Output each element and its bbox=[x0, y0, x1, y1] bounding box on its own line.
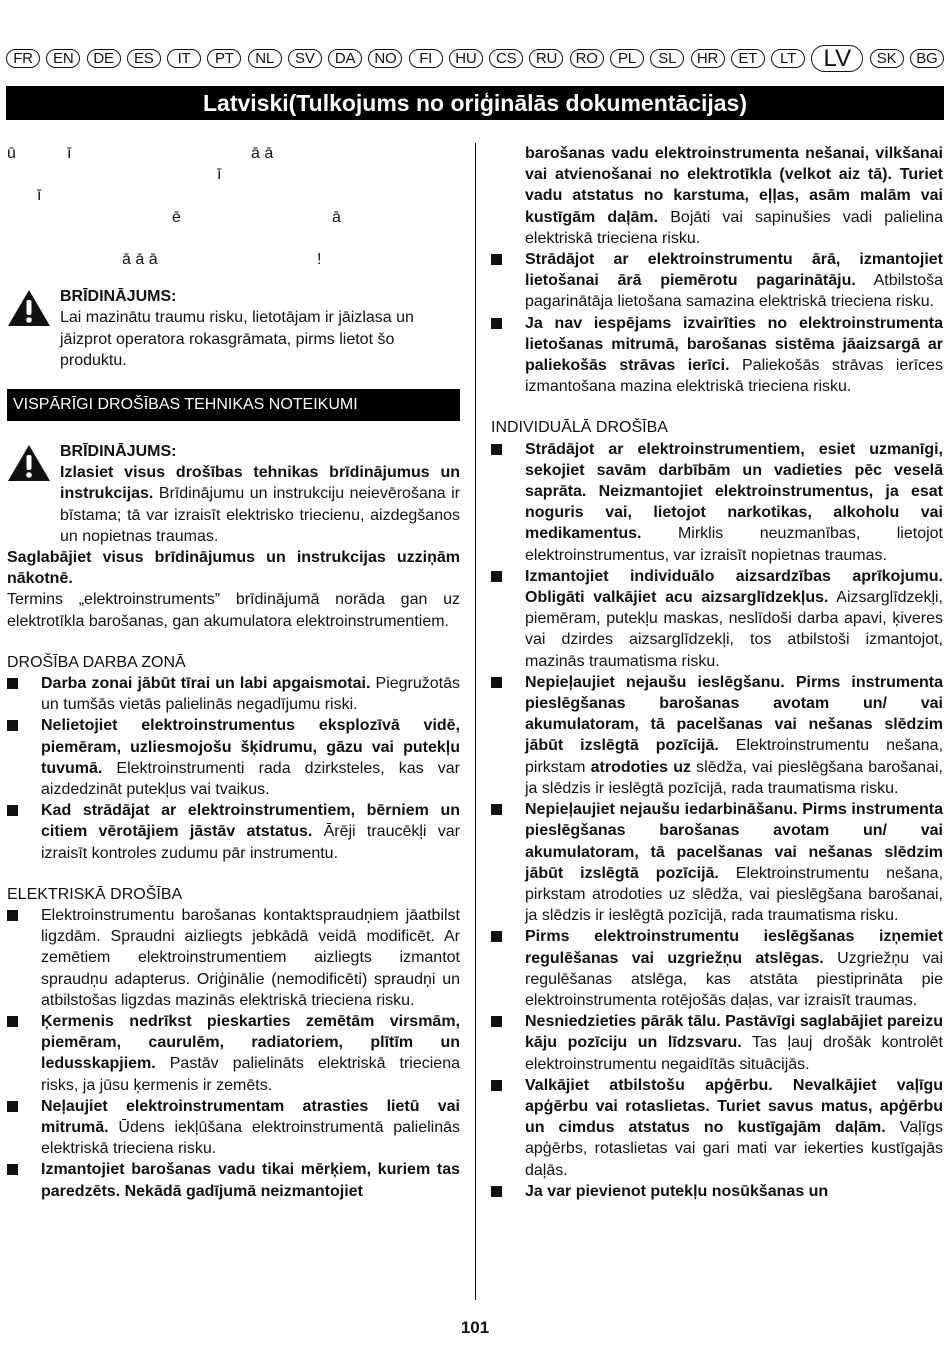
item-bold-text: Nesniedzieties pārāk tālu. Pastāvīgi saglabājiet pareizu kāju pozīciju un līdzsvaru. bbox=[525, 1013, 943, 1052]
bullet-square-icon bbox=[7, 678, 18, 689]
item-text: Pastāv palielināts elektriskā trieciena risks, ja jūsu ķermenis ir zemēts. bbox=[41, 1055, 460, 1094]
language-code-hu: HU bbox=[449, 49, 483, 68]
bullet-square-icon bbox=[7, 1101, 18, 1112]
list-item bbox=[7, 1096, 460, 1160]
language-code-sv: SV bbox=[288, 49, 322, 68]
language-code-fr: FR bbox=[6, 49, 40, 68]
list-item bbox=[491, 799, 943, 926]
list-item bbox=[7, 1011, 460, 1096]
stray-glyph: ū bbox=[7, 145, 16, 162]
item-bold-text: Izmantojiet barošanas vadu tikai mērķiem, kuriem tas paredzēts. Nekādā gadījumā neizmantojiet bbox=[41, 1161, 460, 1200]
bullet-square-icon bbox=[491, 804, 502, 815]
bullet-square-icon bbox=[7, 805, 18, 816]
stray-line bbox=[7, 143, 460, 164]
section-header-text: VISPĀRĪGI DROŠĪBAS TEHNIKAS NOTEIKUMI bbox=[13, 396, 358, 414]
item-bold-text: Ja var pievienot putekļu nosūkšanas un bbox=[525, 1182, 829, 1200]
item-text: Elektroinstrumenti rada dzirksteles, kas var aizdedzināt putekļus vai tvaikus. bbox=[41, 759, 460, 798]
item-text: Elektroinstrumentu barošanas kontaktspraudņiem jāatbilst ligzdām. Spraudni aizliegts jebkādā veidā modificēt. Ar zemētiem elektroinstrumentiem aizliegts izmantot spraudņu adapterus. Oriģinālie (nemodificēti) spraudņi un atbilstošas ligzdas mazinās elektriskā trieciena risku. bbox=[41, 907, 460, 1009]
warning-text bbox=[60, 462, 460, 547]
language-code-ro: RO bbox=[570, 49, 604, 68]
stray-glyph: ī bbox=[37, 187, 42, 205]
list-item bbox=[491, 1075, 943, 1181]
language-code-de: DE bbox=[87, 49, 121, 68]
item-bold-text: Ja nav iespējams izvairīties no elektroinstrumenta lietošanas mitrumā, barošanas sistēma jāaizsargā ar paliekošās strāvas ierīci. bbox=[525, 314, 943, 375]
electrical-safety-list-continued bbox=[491, 249, 943, 397]
language-code-fi: FI bbox=[409, 49, 443, 68]
list-item bbox=[491, 566, 943, 672]
language-code-en: EN bbox=[46, 49, 80, 68]
personal-safety-list bbox=[491, 439, 943, 1202]
column-divider bbox=[475, 143, 476, 1300]
bullet-square-icon bbox=[491, 318, 502, 329]
item-bold-text: Neļaujiet elektroinstrumentam atrasties lietū vai mitrumā. bbox=[41, 1097, 460, 1137]
left-column bbox=[7, 143, 460, 1202]
warning-title: BRĪDINĀJUMS: bbox=[60, 288, 177, 306]
stray-glyph: ī bbox=[67, 145, 72, 162]
save-instructions bbox=[7, 547, 460, 589]
warning-block-1 bbox=[7, 286, 460, 371]
bullet-square-icon bbox=[491, 571, 502, 582]
list-item bbox=[491, 1011, 943, 1075]
item-text: Ūdens iekļūšana elektroinstrumentā palielinās elektriskā trieciena risku. bbox=[41, 1119, 460, 1158]
item-text: Piegružotās un tumšās vietās palielinās negadījumu riski. bbox=[41, 674, 461, 714]
heading-electrical-safety: ELEKTRISKĀ DROŠĪBA bbox=[7, 885, 183, 903]
save-instructions-text: Saglabājiet visus brīdinājumus un instrukcijas uzziņām nākotnē. bbox=[7, 548, 460, 588]
term-definition: Termins „elektroinstruments” brīdinājumā norāda gan uz elektrotīkla barošanas, gan akumulatora elektroinstrumentiem. bbox=[7, 591, 460, 630]
item-text: Mirklis neuzmanības, lietojot elektroinstrumentus, var izraisīt nopietnas traumas. bbox=[525, 525, 943, 564]
item-bold-text: Strādājot ar elektroinstrumentiem, esiet uzmanīgi, sekojiet savām darbībām un vadieties pēc veselā saprāta. Neizmantojiet elektroinstrumentus, ja esat noguris vai, lietojot narkotikas, alkoholu vai medikamentus. bbox=[525, 440, 943, 543]
bullet-square-icon bbox=[491, 444, 502, 455]
stray-glyph: ā bbox=[332, 208, 341, 226]
language-code-sk: SK bbox=[870, 49, 904, 68]
bullet-square-icon bbox=[7, 910, 18, 921]
language-code-nl: NL bbox=[248, 49, 282, 68]
language-code-pl: PL bbox=[610, 49, 644, 68]
heading-work-area: DROŠĪBA DARBA ZONĀ bbox=[7, 653, 186, 671]
language-code-lt: LT bbox=[771, 49, 805, 68]
item-bold-text: Strādājot ar elektroinstrumentu ārā, izmantojiet lietošanai ārā piemērotu pagarinātāju. bbox=[525, 251, 943, 290]
list-item bbox=[7, 800, 460, 864]
stray-line bbox=[7, 164, 460, 185]
stray-line bbox=[7, 228, 460, 249]
item-text: Vaļīgs apģērbs, rotaslietas vai gari mati var iekerties kustīgajās daļās. bbox=[525, 1119, 943, 1179]
page-number: 101 bbox=[460, 1318, 490, 1337]
language-code-it: IT bbox=[167, 49, 201, 68]
language-bar bbox=[6, 45, 944, 72]
stray-glyph: ē bbox=[172, 208, 181, 226]
warning-triangle-icon bbox=[7, 289, 51, 327]
language-code-hr: HR bbox=[691, 49, 725, 68]
item-bold-text: Nepieļaujiet nejaušu iedarbināšanu. Pirms instrumenta pieslēgšanas barošanas avotam un/ vai akumulatoram, tā pacelšanas vai nešanas slēdzim jābūt izslēgtā pozīcijā. bbox=[525, 801, 943, 882]
language-code-et: ET bbox=[731, 49, 765, 68]
item-text: Atbilstoša pagarinātāja lietošana samazina elektriskā trieciena risku. bbox=[525, 272, 943, 311]
continued-bold-text: barošanas vadu elektroinstrumenta nešanai, vilkšanai vai atvienošanai no elektrotīkla (velkot aiz tā). Turiet vadu atstatus no karstuma, eļļas, asām malām vai kustīgām daļām. bbox=[525, 145, 943, 226]
list-item bbox=[7, 673, 460, 715]
right-column bbox=[491, 143, 943, 1202]
bullet-square-icon bbox=[491, 1186, 502, 1197]
continued-item bbox=[491, 143, 943, 249]
item-text: Uzgriežņu vai regulēšanas atslēga, kas atstāta piestiprināta pie elektroinstrumenta rotējošās daļas, var izraisīt traumas. bbox=[525, 949, 944, 1009]
section-header-general-safety bbox=[7, 389, 460, 421]
language-code-no: NO bbox=[368, 49, 402, 68]
list-item bbox=[7, 715, 460, 800]
list-item bbox=[7, 1159, 460, 1201]
warning-triangle-icon bbox=[7, 444, 51, 482]
heading-personal-safety: INDIVIDUĀLĀ DROŠĪBA bbox=[491, 419, 668, 437]
item-bold-text: Nelietojiet elektroinstrumentus eksplozīvā vidē, piemēram, uzliesmojošu šķidrumu, gāzu vai putekļu tuvumā. bbox=[41, 717, 460, 777]
language-code-sl: SL bbox=[650, 49, 684, 68]
list-item bbox=[7, 905, 460, 1011]
bullet-square-icon bbox=[7, 1016, 18, 1027]
item-text: Tas ļauj drošāk kontrolēt elektroinstrumentu negaidītās situācijās. bbox=[525, 1034, 944, 1073]
warning-normal-text: Brīdinājumu un instrukciju neievērošana ir bīstama; tā var izraisīt elektrisko triecienu, aizdegšanos un nopietnas traumas. bbox=[60, 485, 460, 545]
item-bold-text: Kad strādājat ar elektroinstrumentiem, bērniem un citiem vērotājiem jāstāv atstatus. bbox=[41, 802, 460, 841]
bullet-square-icon bbox=[491, 677, 502, 688]
stray-line bbox=[7, 249, 460, 270]
bullet-square-icon bbox=[491, 1016, 502, 1027]
bullet-square-icon bbox=[7, 1164, 18, 1175]
stray-line bbox=[7, 185, 460, 206]
language-code-bg: BG bbox=[910, 49, 944, 68]
list-item bbox=[491, 1181, 943, 1202]
item-bold-text: atrodoties uz bbox=[590, 758, 691, 776]
bullet-square-icon bbox=[491, 1080, 502, 1091]
warning-block-2 bbox=[7, 441, 460, 547]
item-bold-text: Izmantojiet individuālo aizsardzības aprīkojumu. Obligāti valkājiet acu aizsarglīdzekļus. bbox=[525, 567, 943, 607]
bullet-square-icon bbox=[491, 931, 502, 942]
language-code-es: ES bbox=[127, 49, 161, 68]
language-code-da: DA bbox=[328, 49, 362, 68]
item-bold-text: Valkājiet atbilstošu apģērbu. Nevalkājiet vaļīgu apģērbu vai rotaslietas. Turiet savus matus, apģērbu un cimdus atstatus no kustīgajām daļām. bbox=[525, 1076, 943, 1137]
item-text: Aizsarglīdzekļi, piemēram, putekļu maskas, neslīdoši darba apavi, ķiveres vai dzirdes aizsarglīdzekļi, tos atbilstoši izmantojot, mazinās traumatisma risku. bbox=[525, 589, 944, 670]
warning-bold-text: Izlasiet visus drošības tehnikas brīdinājumus un instrukcijas. bbox=[60, 464, 460, 503]
stray-characters bbox=[7, 143, 460, 270]
stray-glyph: ā ā ā bbox=[122, 250, 158, 268]
warning-text: Lai mazinātu traumu risku, lietotājam ir jāizlasa un jāizprot operatora rokasgrāmata, pirms lietot šo produktu. bbox=[60, 309, 414, 369]
stray-glyph: ! bbox=[317, 250, 322, 268]
language-code-cs: CS bbox=[489, 49, 523, 68]
language-code-lv: LV bbox=[811, 45, 863, 72]
item-text: slēdža, vai pieslēgšana barošanai, ja slēdzis ir ieslēgtā pozīcijā, rada traumatisma risku. bbox=[525, 758, 944, 797]
list-item bbox=[491, 313, 943, 398]
warning-title: BRĪDINĀJUMS: bbox=[60, 442, 177, 460]
item-text: Ārēji traucēkļi var izraisīt kontroles zudumu pār instrumentu. bbox=[41, 823, 460, 862]
stray-glyph: ī bbox=[217, 166, 222, 184]
stray-line bbox=[7, 207, 460, 228]
stray-glyph: ā ā bbox=[251, 145, 274, 162]
item-bold-text: Ķermenis nedrīkst pieskarties zemētām virsmām, piemēram, caurulēm, radiatoriem, plītīm un ledusskapjiem. bbox=[41, 1013, 460, 1073]
item-bold-text: Nepieļaujiet nejaušu ieslēgšanu. Pirms instrumenta pieslēgšanas barošanas avotam un/ vai akumulatoram, tā pacelšanas vai nešanas slēdzim jābūt izslēgtā pozīcijā. bbox=[525, 673, 943, 755]
list-item bbox=[491, 926, 943, 1011]
item-text: Elektroinstrumentu nešana, pirkstam bbox=[525, 737, 944, 776]
item-text: Paliekošās strāvas ierīces izmantošana mazina elektriskā trieciena risku. bbox=[525, 357, 943, 396]
continued-normal-text: Bojāti vai sapinušies vadi palielina elektriskā trieciena risku. bbox=[525, 208, 944, 247]
page-title bbox=[6, 86, 944, 120]
bullet-square-icon bbox=[491, 254, 502, 265]
list-item bbox=[491, 672, 943, 799]
bullet-square-icon bbox=[7, 720, 18, 731]
list-item bbox=[491, 249, 943, 313]
language-code-ru: RU bbox=[529, 49, 563, 68]
item-bold-text: Darba zonai jābūt tīrai un labi apgaismotai. bbox=[41, 674, 371, 692]
language-code-pt: PT bbox=[207, 49, 241, 68]
item-bold-text: Pirms elektroinstrumentu ieslēgšanas izņemiet regulēšanas vai uzgriežņu atslēgas. bbox=[525, 928, 943, 967]
item-text: Elektroinstrumentu nešana, pirkstam atrodoties uz slēdža, vai pieslēgšana barošanai, ja slēdzis ir ieslēgtā pozīcijā, rada traumatisma risku. bbox=[525, 864, 944, 925]
electrical-safety-list bbox=[7, 905, 460, 1202]
page-title-text: Latviski(Tulkojums no oriģinālās dokumentācijas) bbox=[202, 89, 748, 116]
work-area-list bbox=[7, 673, 460, 864]
list-item bbox=[491, 439, 943, 566]
